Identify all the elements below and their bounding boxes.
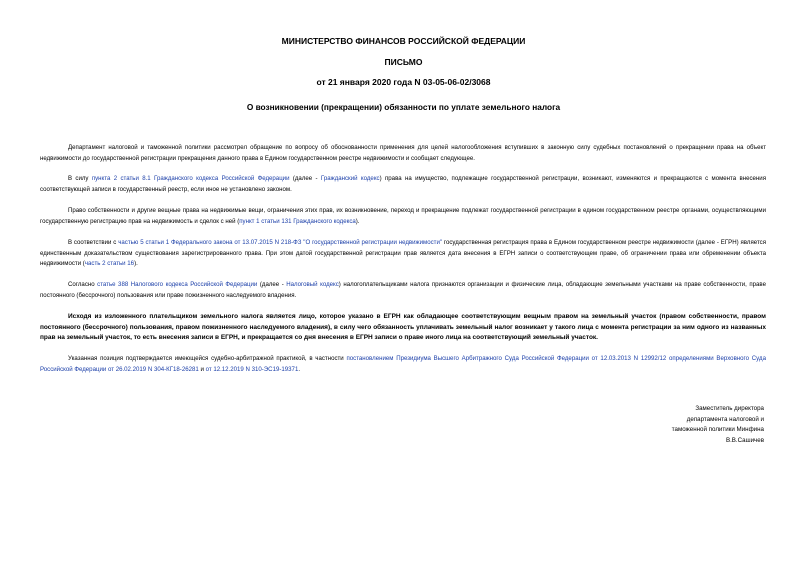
paragraph-5-text-b: (далее - [257,281,287,288]
link-federal-law-218[interactable]: частью 5 статьи 1 Федерального закона от 13.07.2015 N 218-ФЗ "О государственной регистрации недвижимости" [118,239,443,246]
paragraph-1 [40,143,766,164]
document-type: ПИСЬМО [384,57,423,67]
link-supreme-court-ruling-1[interactable]: определениями Верховного Суда Российской Федерации от 26.02.2019 N 304-КГ18-26281 [40,355,766,373]
document-date-number: от 21 января 2020 года N 03-05-06-02/3068 [316,77,491,87]
ministry-heading: МИНИСТЕРСТВО ФИНАНСОВ РОССИЙСКОЙ ФЕДЕРАЦИИ [281,36,526,46]
paragraph-1-text: Департамент налоговой и таможенной политики рассмотрел обращение по вопросу об обоснованности применения для целей налогообложения вступивших в законную силу судебных постановлений о прекращении права на объект недвижимости до государственной регистрации прекращения данного права в Едином государственном реестре недвижимости и сообщает следующее. [40,144,766,162]
paragraph-6-text: Исходя из изложенного плательщиком земельного налога является лицо, которое указано в ЕГРН как обладающее соответствующим вещным правом на земельный участок (правом собственности, правом постоянного (бессрочного) пользования, правом пожизненного наследуемого владения), в силу чего обязанность уплачивать земельный налог возникает у такого лица с момента регистрации за ним одного из названных прав на земельный участок, то есть внесения записи в ЕГРН, и прекращается со дня внесения в ЕГРН записи о праве иного лица на соответствующий земельный участок. [40,313,766,341]
paragraph-4-text-c: ). [134,260,138,267]
link-supreme-court-ruling-2[interactable]: от 12.12.2019 N 310-ЭС19-19371 [205,365,299,373]
link-civil-code-article-8-1[interactable]: пункта 2 статьи 8.1 Гражданского кодекса Российской Федерации [91,175,290,182]
signature-name: В.В.Сашичев [725,436,764,444]
signature-department: департамента налоговой и [686,415,764,423]
paragraph-3 [40,206,766,227]
paragraph-2 [40,174,766,195]
document-title: О возникновении (прекращении) обязанности по уплате земельного налога [246,102,561,112]
paragraph-3-text-b: ). [355,217,360,225]
link-civil-code-article-131[interactable]: пункт 1 статьи 131 Гражданского кодекса [239,217,356,225]
paragraph-5-text-a: Согласно [68,281,98,288]
signature-position: Заместитель директора [695,405,764,412]
link-vas-presidium-resolution[interactable]: постановлением Президиума Высшего Арбитражного Суда Российской Федерации от 12.03.2013 N 12992/12 [346,355,667,362]
link-tax-code[interactable]: Налоговый кодекс [286,281,339,288]
paragraph-4-text-b: государственная регистрация права в Едином государственном реестре недвижимости (далее - ЕГРН) является единственным доказательством существования зарегистрированного права. При этом датой государственной регистрации прав является дата внесения в ЕГРН записи о соответствующем праве, об ограничении права или обременении объекта недвижимости ( [40,239,767,267]
paragraph-4 [40,238,766,270]
paragraph-5-text-c: ) налогоплательщиками налога признаются организации и физические лица, обладающие земельными участками на праве собственности, праве постоянного (бессрочного) пользования или праве пожизненного наследуемого владения. [40,281,766,299]
paragraph-4-text-a: В соответствии с [68,239,119,246]
paragraph-7-text-c: и [198,365,206,373]
paragraph-5 [40,280,766,301]
paragraph-2-text-a: В силу [68,175,92,182]
paragraph-7-text-d: . [298,365,301,373]
paragraph-7 [40,354,766,375]
paragraph-3-text-a: Право собственности и другие вещные права на недвижимые вещи, ограничения этих прав, их возникновение, переход и прекращение подлежат государственной регистрации в едином государственном реестре органами, осуществляющими государственную регистрацию прав на недвижимость и сделок с ней ( [40,207,766,225]
paragraph-2-text-c: ) права на имущество, подлежащие государственной регистрации, возникают, изменяются и прекращаются с момента внесения соответствующей записи в государственный реестр, если иное не установлено законом. [40,175,766,193]
paragraph-7-text-a: Указанная позиция подтверждается имеющейся судебно-арбитражной практикой, в частности [68,355,347,362]
paragraph-2-text-b: (далее - [289,175,321,182]
paragraph-6 [40,312,766,344]
link-article-16-part-2[interactable]: часть 2 статьи 16 [84,260,135,267]
signature-block [564,404,764,446]
link-tax-code-article-388[interactable]: статье 388 Налогового кодекса Российской Федерации [97,281,258,288]
signature-ministry: таможенной политики Минфина [671,426,764,434]
link-civil-code[interactable]: Гражданский кодекс [320,175,380,182]
